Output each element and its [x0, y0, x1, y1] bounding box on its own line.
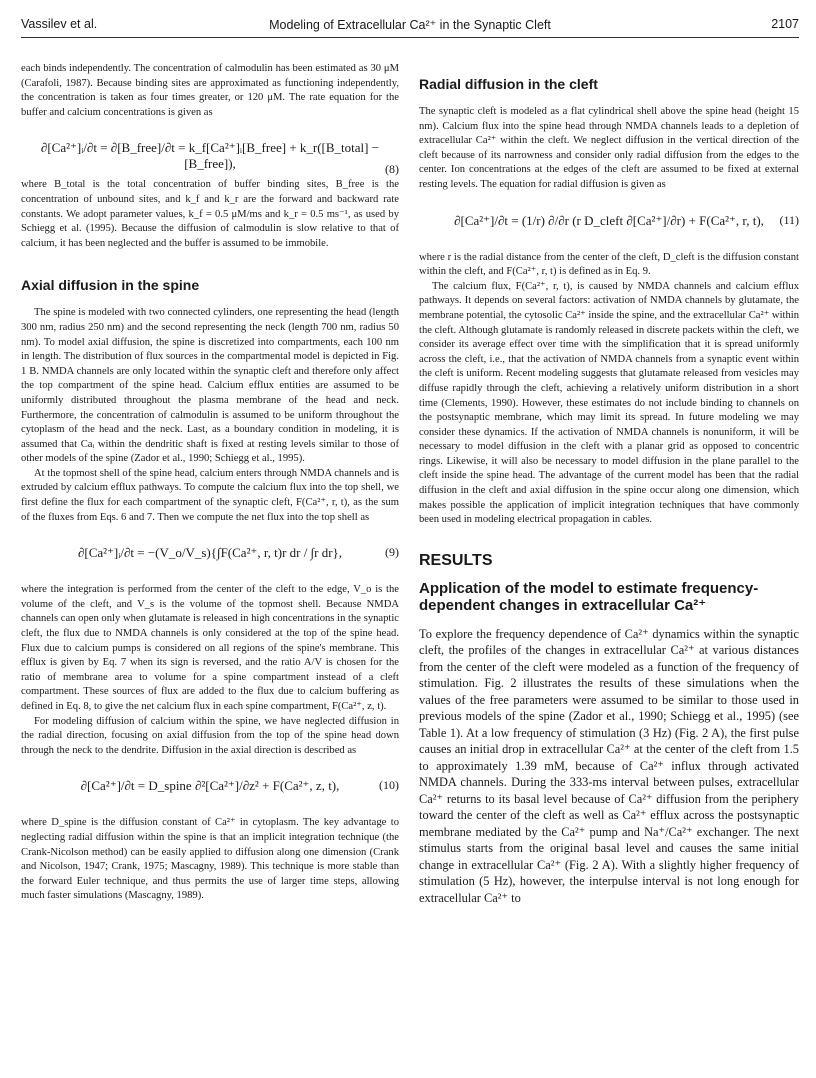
equation-number: (9) — [385, 545, 399, 560]
left-column — [21, 62, 399, 904]
paragraph: At the topmost shell of the spine head, calcium enters through NMDA channels and is extruded by calcium efflux pathways. To compute the calcium flux into the top shell, we first define the flux for each compartment of the synaptic cleft, F(Ca²⁺, r, t), as the sum of the fluxes from Eqs. 6 and 7. Then we compute the net flux into the top shell as — [21, 467, 399, 523]
header-authors: Vassilev et al. — [21, 17, 98, 31]
equation-9 — [21, 529, 399, 581]
results-body — [419, 626, 799, 907]
equation-body: ∂[Ca²⁺]/∂t = (1/r) ∂/∂r (r D_cleft ∂[Ca²⁺]/∂r) + F(Ca²⁺, r, t), — [454, 212, 764, 228]
subsection-heading: Application of the model to estimate frequency-dependent changes in extracellular Ca²⁺ — [419, 579, 759, 614]
paragraph: For modeling diffusion of calcium within the spine, we have neglected diffusion in the radial direction, focusing on axial diffusion from the top of the spine head down through the neck to the dendrite. Diffusion in the axial direction is described as — [21, 715, 399, 756]
header-rule — [21, 37, 799, 38]
paragraph: each binds independently. The concentration of calmodulin has been estimated as 30 μM (Carafoli, 1987). Because binding sites are approximated as functioning independently, the concentration is taken as four times greater, or 120 μM. The rate equation for the buffer and calcium concentrations is given as — [21, 63, 399, 118]
right-column — [419, 62, 799, 906]
paragraph: To explore the frequency dependence of Ca²⁺ dynamics within the synaptic cleft, the profiles of the changes in extracellular Ca²⁺ at various distances from the center of the cleft were modeled as a function of the frequency of stimulation. Fig. 2 illustrates the results of these simulations when the values of the free parameters were assumed to be similar to those used in previous models of the spine (Zador et al., 1990; Schiegg et al., 1995) (see Table 1). At a low frequency of stimulation (3 Hz) (Fig. 2 A), the first pulse causes an initial drop in extracellular Ca²⁺ at the center of the cleft from 1.5 to approximately 1.39 mM, because of Ca²⁺ influx through activated NMDA channels. During the 333-ms interval between pulses, extracellular Ca²⁺ returns to its basal level because of Ca²⁺ diffusion from the periphery toward the center of the cleft as well as Ca²⁺ efflux across the postsynaptic membrane mediated by the Ca²⁺ pump and Na⁺/Ca²⁺ exchanger. The next stimulus starts from the original basal level and causes the same initial change in extracellular Ca²⁺ (Fig. 2 A). With a slightly higher frequency of stimulation (5 Hz), however, the interpulse interval is not long enough for extracellular Ca²⁺ to — [419, 626, 799, 905]
paragraph: The synaptic cleft is modeled as a flat cylindrical shell above the spine head (height 15 nm). Calcium flux into the spine head through NMDA channels leads to a depletion of extracellular Ca²⁺ within the cleft. We neglect diffusion in the vertical direction of the cleft because of its narrowness and consider only radial diffusion from the edges to the center. Ion concentrations at the edges of the cleft are assumed to be fixed at external resting levels. The equation for radial diffusion is given as — [419, 106, 799, 190]
running-header — [21, 17, 799, 35]
paragraph: where B_total is the total concentration of buffer binding sites, B_free is the concentration of unbound sites, and k_f and k_r are the forward and backward rate constants. We adopt parameter values, k_f = 0.5 μM/ms and k_r = 0.5 ms⁻¹, as used by Schiegg et al. (1995). Because the diffusion of calmodulin is slow relative to that of calcium, it has been neglected and the buffer is assumed to be immobile. — [21, 179, 399, 249]
equation-number: (8) — [385, 162, 399, 177]
equation-body: ∂[Ca²⁺]ᵢ/∂t = ∂[B_free]/∂t = k_f[Ca²⁺]ᵢ[B_free] + k_r([B_total] − [B_free]), — [40, 140, 380, 172]
section-heading: Radial diffusion in the cleft — [419, 76, 598, 92]
paragraph: where D_spine is the diffusion constant of Ca²⁺ in cytoplasm. The key advantage to neglecting radial diffusion within the spine is that an implicit integration technique (the Crank-Nicolson method) can be easily applied to diffusion along one dimension (Crank and Nicolson, 1947; Crank, 1975; Mascagny, 1989). This technique is more stable than the forward Euler technique, and thus permits the use of larger time steps, allowing much faster simulations (Mascagny, 1989). — [21, 817, 399, 902]
paragraph: where the integration is performed from the center of the cleft to the edge, V_o is the volume of the cleft, and V_s is the volume of the topmost shell. Because NMDA channels can open only when glutamate is released in high concentrations in the synaptic cleft, the flux due to NMDA channels is only considered at the top of the spine head. Flux due to calcium pumps is considered on all regions of the spine's membrane. This efflux is given by Eq. 7 when its sign is reversed, and the ratio A/V is chosen for the ratio of membrane area to volume for a spine compartment instead of a cleft compartment. These sources of flux are added to the flux due to calcium buffering as defined in Eq. 8, to give the net calcium flux in each spine compartment, F(Ca²⁺, z, t). — [21, 584, 399, 712]
paragraph: The spine is modeled with two connected cylinders, one representing the head (length 300 nm, radius 250 nm) and the second representing the neck (length 700 nm, radius 50 nm). To model axial diffusion, the spine is discretized into compartments, each 100 nm in length. The distribution of flux sources in the compartmental model is depicted in Fig. 1 B. NMDA channels are only located within the synaptic cleft and therefore only affect the top compartment of the spine head. Calcium efflux entities are assumed to be uniformly distributed throughout the plasma membrane of the head and neck. Furthermore, the concentration of calmodulin is assumed to be uniform throughout the cytoplasm of the head and the neck. Last, as a boundary condition in modeling, it is assumed that Caᵢ within the dendritic shaft is fixed at resting levels similar to those of other models of the spine (Zador et al., 1990; Schiegg et al., 1995). — [21, 307, 399, 465]
equation-11 — [419, 197, 799, 249]
header-title: Modeling of Extracellular Ca²⁺ in the Synaptic Cleft — [269, 18, 551, 32]
equation-number: (11) — [779, 212, 799, 227]
paragraph: where r is the radial distance from the center of the cleft, D_cleft is the diffusion constant within the cleft, and F(Ca²⁺, r, t) is defined as in Eq. 9. — [419, 251, 799, 278]
page-number: 2107 — [771, 17, 799, 31]
equation-10 — [21, 762, 399, 814]
results-heading: RESULTS — [419, 551, 493, 569]
equation-body: ∂[Ca²⁺]ᵢ/∂t = −(V_o/V_s){∫F(Ca²⁺, r, t)r dr / ∫r dr}, — [77, 545, 343, 561]
equation-body: ∂[Ca²⁺]/∂t = D_spine ∂²[Ca²⁺]/∂z² + F(Ca²⁺, z, t), — [80, 778, 340, 794]
section-heading: Axial diffusion in the spine — [21, 277, 200, 294]
equation-number: (10) — [379, 778, 399, 793]
equation-8 — [21, 124, 399, 176]
paragraph: The calcium flux, F(Ca²⁺, r, t), is caused by NMDA channels and calcium efflux pathways. It depends on several factors: activation of NMDA channels by glutamate, the membrane potential, the cytosolic Ca²⁺ inside the spine, and the extracellular Ca²⁺ within the cleft. Although glutamate is randomly released in discrete packets within the cleft, we consider its average effect over time with the simplification that it is spread uniformly across the cleft, i.e., that the activation of NMDA channels from a synaptic event within the cleft is uniform. Recent modeling suggests that glutamate released from vesicles may diffuse rapidly through the cleft, achieving a relatively uniform distribution in a short time (Clements, 1990). However, these estimates do not include binding to channels on the postsynaptic membrane, which may limit its spread. In future modeling we may consider these dynamics. If the activation of NMDA channels is nonuniform, it will be necessary to model diffusion in the cleft with a planar grid as opposed to concentric rings. Likewise, it will also be necessary to model diffusion in the plane parallel to the cleft inside the spine head. The advantage of the current model has been that the radial diffusion in the cleft and axial diffusion in the spine occur along one dimension, which makes possible the application of implicit integration techniques that have commonly been used in modeling electrical propagation in cables. — [419, 280, 799, 526]
